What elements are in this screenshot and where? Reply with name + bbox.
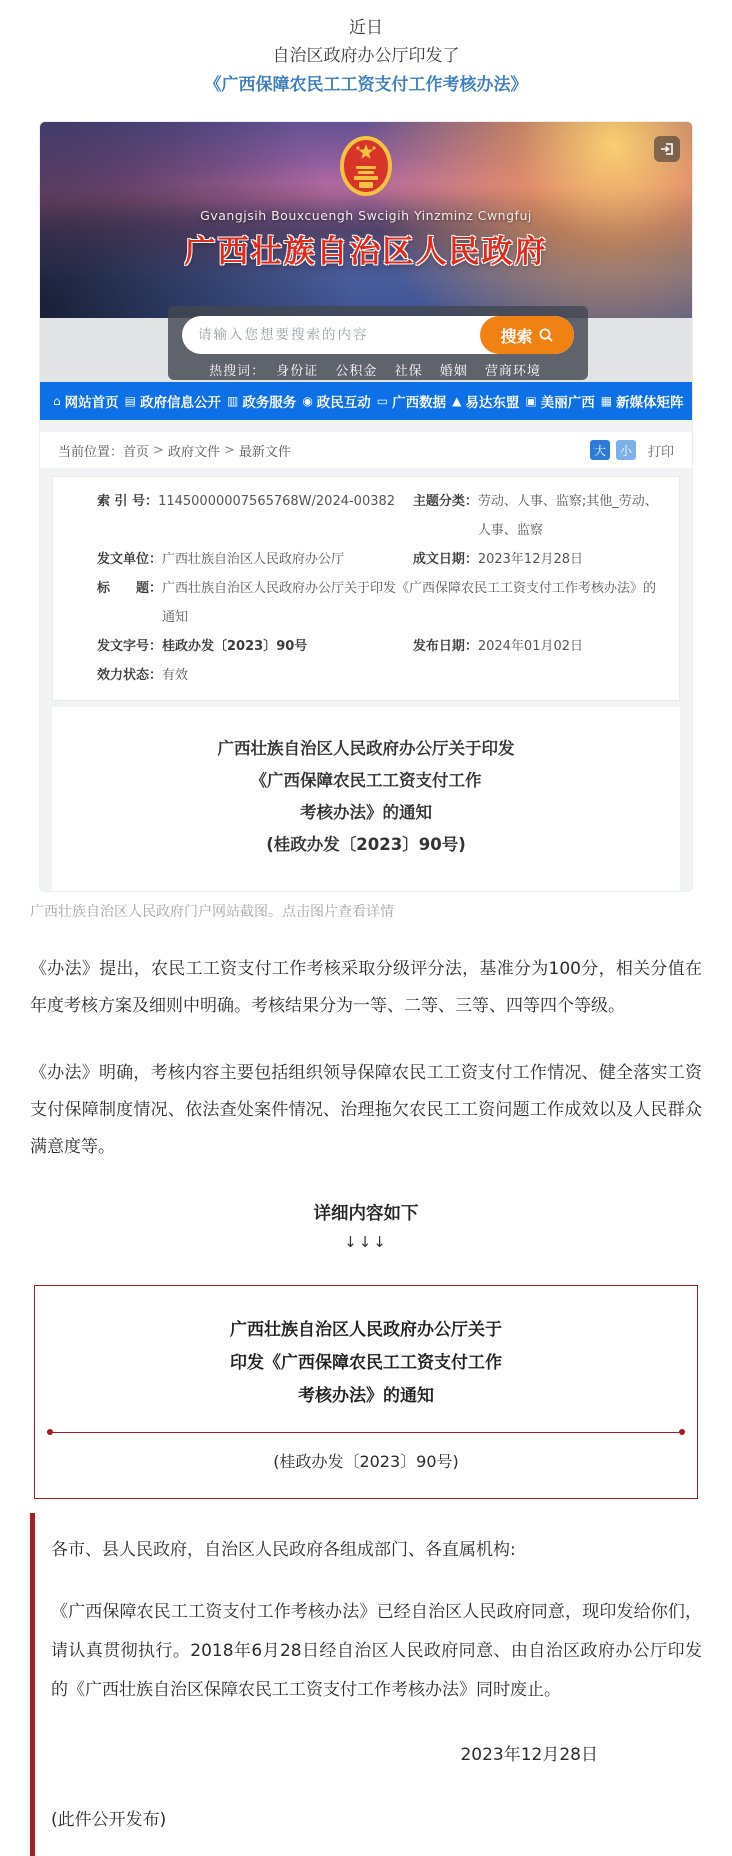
grid-icon: ▦ xyxy=(600,394,613,408)
search-panel xyxy=(168,306,588,380)
nav-item-new-media[interactable]: ▦ 新媒体矩阵 xyxy=(600,394,684,411)
nav-item-asean[interactable]: ▲ 易达东盟 xyxy=(452,394,520,411)
portal-screenshot[interactable] xyxy=(40,122,692,891)
portal-nav xyxy=(40,382,692,420)
intro-line-2: 自治区政府办公厅印发了 xyxy=(272,46,460,66)
service-icon: ▥ xyxy=(226,394,239,408)
notice-divider xyxy=(47,1429,685,1435)
nav-item-info-disclosure[interactable]: ▤ 政府信息公开 xyxy=(124,394,221,411)
landmark-icon: ▲ xyxy=(452,394,462,408)
breadcrumb: 当前位置： 首页 > 政府文件 > 最新文件 大 小 打印 xyxy=(40,432,692,468)
meta-label-issuer: 发文单位： xyxy=(97,552,163,567)
meta-label-written-date: 成文日期： xyxy=(412,552,478,567)
document-icon: ▤ xyxy=(124,394,136,408)
meta-label-doc-number: 发文字号： xyxy=(97,639,163,654)
search-button-label: 搜索 xyxy=(500,326,533,346)
breadcrumb-gov-files[interactable]: 政府文件 xyxy=(167,444,220,460)
document-meta-table xyxy=(52,476,680,701)
expand-icon[interactable] xyxy=(654,136,680,162)
notice-title-line-2: 印发《广西保障农民工工资支付工作 xyxy=(230,1353,502,1373)
meta-value-written-date: 2023年12月28日 xyxy=(477,552,584,567)
portal-header xyxy=(40,122,692,382)
letter-public-note: (此件公开发布) xyxy=(51,1810,167,1830)
meta-value-publish-date: 2024年01月02日 xyxy=(477,639,584,654)
portal-zhuang-name: Gvangjsih Bouxcuengh Swcigih Yinzminz Cwngfuj xyxy=(200,208,532,223)
nav-item-gov-services[interactable]: ▥ 政务服务 xyxy=(226,394,297,411)
nav-item-interaction[interactable]: ◉ 政民互动 xyxy=(302,394,371,411)
font-large-button[interactable]: 大 xyxy=(590,440,610,460)
hot-word-marriage[interactable]: 婚姻 xyxy=(439,364,468,379)
meta-label-category: 主题分类： xyxy=(412,494,478,509)
meta-value-category: 劳动、人事、监察;其他_劳动、人事、监察 xyxy=(477,494,658,538)
meta-label-index: 索 引 号： xyxy=(97,494,159,509)
meta-label-status: 效力状态： xyxy=(97,668,163,683)
hot-word-idcard[interactable]: 身份证 xyxy=(276,364,319,379)
breadcrumb-latest-files[interactable]: 最新文件 xyxy=(238,444,291,460)
chat-icon: ◉ xyxy=(302,394,313,408)
home-icon: ⌂ xyxy=(53,394,61,408)
font-small-button[interactable]: 小 xyxy=(616,440,636,460)
notice-doc-number: (桂政办发〔2023〕90号) xyxy=(273,1452,459,1471)
meta-row-doc-number xyxy=(97,632,661,661)
breadcrumb-label: 当前位置： xyxy=(58,444,124,460)
letter-date: 2023年12月28日 xyxy=(460,1745,598,1765)
intro-line-1: 近日 xyxy=(349,18,383,38)
monitor-icon: ▭ xyxy=(376,394,389,408)
image-caption: 广西壮族自治区人民政府门户网站截图。点击图片查看详情 xyxy=(30,904,394,920)
meta-row-index xyxy=(97,487,661,545)
hot-word-business[interactable]: 营商环境 xyxy=(484,364,541,379)
document-title-line-2: 《广西保障农民工工资支付工作 xyxy=(250,771,482,790)
letter-section xyxy=(30,1513,702,1856)
meta-row-status xyxy=(97,661,661,690)
hot-word-social[interactable]: 社保 xyxy=(394,364,423,379)
meta-label-title: 标 题： xyxy=(97,581,163,596)
meta-value-index: 11450000007565768W/2024-00382 xyxy=(158,494,396,509)
intro-section xyxy=(0,0,732,116)
hot-search-label: 热搜词： xyxy=(209,364,266,379)
national-emblem-icon xyxy=(335,132,397,204)
search-icon xyxy=(538,327,554,343)
meta-value-issuer: 广西壮族自治区人民政府办公厅 xyxy=(162,552,345,567)
document-doc-number: (桂政办发〔2023〕90号) xyxy=(266,835,466,854)
nav-item-guangxi-data[interactable]: ▭ 广西数据 xyxy=(376,394,447,411)
meta-value-status: 有效 xyxy=(162,668,189,683)
breadcrumb-home[interactable]: 首页 xyxy=(123,444,150,460)
detail-header: 详细内容如下 xyxy=(313,1204,419,1224)
letter-salutation: 各市、县人民政府，自治区人民政府各组成部门、各直属机构: xyxy=(51,1540,516,1560)
intro-title-link[interactable]: 《广西保障农民工工资支付工作考核办法》 xyxy=(204,75,528,95)
portal-banner-photo xyxy=(40,122,692,318)
document-title-line-3: 考核办法》的通知 xyxy=(300,803,432,822)
nav-item-home[interactable]: ⌂ 网站首页 xyxy=(53,394,119,411)
search-button[interactable] xyxy=(480,316,574,354)
portal-site-name: 广西壮族自治区人民政府 xyxy=(184,234,548,270)
nav-item-beautiful-guangxi[interactable]: ▣ 美丽广西 xyxy=(525,394,595,411)
notice-title-line-1: 广西壮族自治区人民政府办公厅关于 xyxy=(230,1320,502,1340)
article-paragraph-1: 《办法》提出，农民工工资支付工作考核采取分级评分法，基准分为100分，相关分值在年度考核方案及细则中明确。考核结果分为一等、二等、三等、四等四个等级。 xyxy=(30,959,702,1016)
meta-value-doc-number: 桂政办发〔2023〕90号 xyxy=(162,639,308,654)
hot-word-fund[interactable]: 公积金 xyxy=(335,364,378,379)
article-paragraph-2: 《办法》明确，考核内容主要包括组织领导保障农民工工资支付工作情况、健全落实工资支付保障制度情况、依法查处案件情况、治理拖欠农民工工资问题工作成效以及人民群众满意度等。 xyxy=(30,1063,702,1157)
down-arrows-icon: ↓↓↓ xyxy=(344,1233,388,1251)
meta-value-title: 广西壮族自治区人民政府办公厅关于印发《广西保障农民工工资支付工作考核办法》的通知 xyxy=(162,581,657,625)
letter-body: 《广西保障农民工工资支付工作考核办法》已经自治区人民政府同意，现印发给你们，请认真贯彻执行。2018年6月28日经自治区人民政府同意、由自治区政府办公厅印发的《广西壮族自治区保障农民工工资支付工作考核办法》同时废止。 xyxy=(51,1602,702,1700)
hot-search-row xyxy=(182,360,574,379)
search-input[interactable] xyxy=(182,316,480,354)
meta-row-issuer xyxy=(97,545,661,574)
document-title-line-1: 广西壮族自治区人民政府办公厅关于印发 xyxy=(217,739,515,758)
notice-box xyxy=(34,1285,698,1499)
meta-row-title xyxy=(97,574,661,632)
print-button[interactable]: 打印 xyxy=(647,444,674,460)
meta-label-publish-date: 发布日期： xyxy=(412,639,478,654)
notice-title-line-3: 考核办法》的通知 xyxy=(298,1386,434,1406)
photo-icon: ▣ xyxy=(525,394,537,408)
document-title xyxy=(52,707,680,891)
